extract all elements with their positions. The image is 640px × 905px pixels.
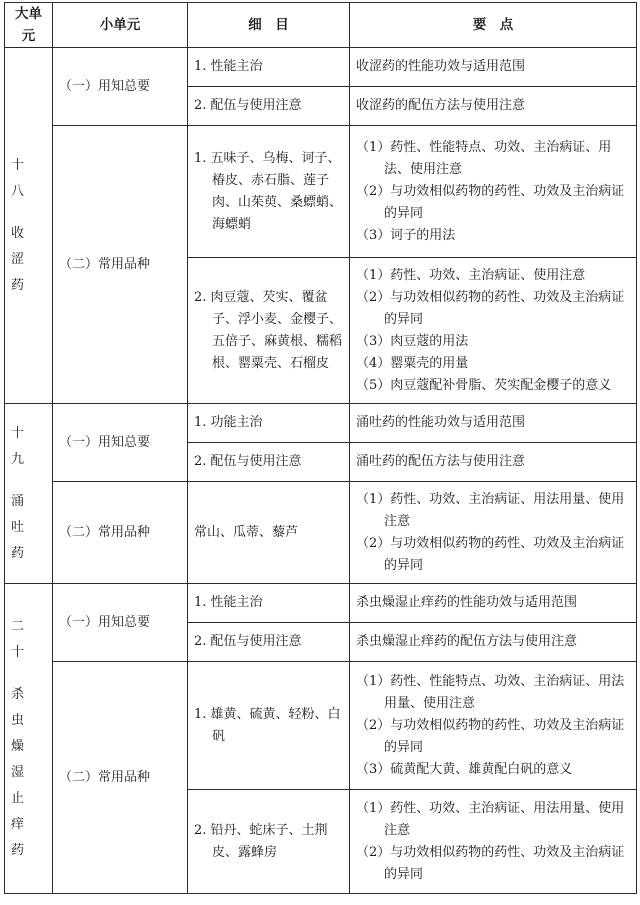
subunit-cell: （一）用知总要 — [53, 48, 188, 126]
detail-cell: 2. 配伍与使用注意 — [188, 623, 350, 662]
detail-cell: 常山、瓜蒂、藜芦 — [188, 482, 350, 584]
points-cell: （1）药性、功效、主治病证、使用注意 （2）与功效相似药物的药性、功效及主治病证的异同 （3）肉豆蔻的用法 （4）罂粟壳的用量 （5）肉豆蔻配补骨脂、芡实配金樱子的意义 — [350, 258, 637, 404]
detail-cell: 1. 性能主治 — [188, 584, 350, 623]
detail-cell: 2. 配伍与使用注意 — [188, 443, 350, 482]
subunit-cell: （一）用知总要 — [53, 404, 188, 482]
unit-cell — [5, 404, 53, 584]
unit-cell — [5, 584, 53, 894]
table-row — [5, 584, 637, 623]
detail-cell: 2. 配伍与使用注意 — [188, 87, 350, 126]
points-cell: 收涩药的配伍方法与使用注意 — [350, 87, 637, 126]
points-cell: 杀虫燥湿止痒药的配伍方法与使用注意 — [350, 623, 637, 662]
detail-cell: 1. 五味子、乌梅、诃子、椿皮、赤石脂、莲子肉、山茱萸、桑螵蛸、海螵蛸 — [188, 126, 350, 258]
points-cell: 涌吐药的配伍方法与使用注意 — [350, 443, 637, 482]
detail-cell: 2. 肉豆蔻、芡实、覆盆子、浮小麦、金樱子、五倍子、麻黄根、糯稻根、罂粟壳、石榴皮 — [188, 258, 350, 404]
points-cell: （1）药性、功效、主治病证、用法用量、使用注意 （2）与功效相似药物的药性、功效及主治病证的异同 — [350, 790, 637, 894]
detail-cell: 1. 功能主治 — [188, 404, 350, 443]
header-points: 要 点 — [350, 3, 637, 48]
points-cell: 收涩药的性能功效与适用范围 — [350, 48, 637, 87]
header-unit: 大单元 — [5, 3, 53, 48]
table-row — [5, 48, 637, 87]
table-row — [5, 404, 637, 443]
unit-label-20: 二 十 杀 虫 燥 湿 止 痒 药 — [11, 618, 25, 858]
header-details: 细 目 — [188, 3, 350, 48]
subunit-cell: （一）用知总要 — [53, 584, 188, 662]
table-row — [5, 662, 637, 790]
points-cell: 杀虫燥湿止痒药的性能功效与适用范围 — [350, 584, 637, 623]
points-cell: （1）药性、性能特点、功效、主治病证、用法、使用注意 （2）与功效相似药物的药性、功效及主治病证的异同 （3）诃子的用法 — [350, 126, 637, 258]
points-cell: （1）药性、性能特点、功效、主治病证、用法用量、使用注意 （2）与功效相似药物的药性、功效及主治病证的异同 （3）硫黄配大黄、雄黄配白矾的意义 — [350, 662, 637, 790]
points-cell: 涌吐药的性能功效与适用范围 — [350, 404, 637, 443]
header-row — [5, 3, 637, 48]
subunit-cell: （二）常用品种 — [53, 662, 188, 894]
unit-label-18: 十 八 收 涩 药 — [11, 157, 25, 293]
detail-cell: 1. 性能主治 — [188, 48, 350, 87]
syllabus-table — [4, 2, 637, 894]
detail-cell: 2. 铅丹、蛇床子、土荆皮、露蜂房 — [188, 790, 350, 894]
table-row — [5, 482, 637, 584]
unit-label-19: 十 九 涌 吐 药 — [11, 425, 25, 561]
table-row — [5, 126, 637, 258]
subunit-cell: （二）常用品种 — [53, 126, 188, 404]
detail-cell: 1. 雄黄、硫黄、轻粉、白矾 — [188, 662, 350, 790]
points-cell: （1）药性、功效、主治病证、用法用量、使用注意 （2）与功效相似药物的药性、功效及主治病证的异同 — [350, 482, 637, 584]
unit-cell — [5, 48, 53, 404]
subunit-cell: （二）常用品种 — [53, 482, 188, 584]
header-subunit: 小单元 — [53, 3, 188, 48]
